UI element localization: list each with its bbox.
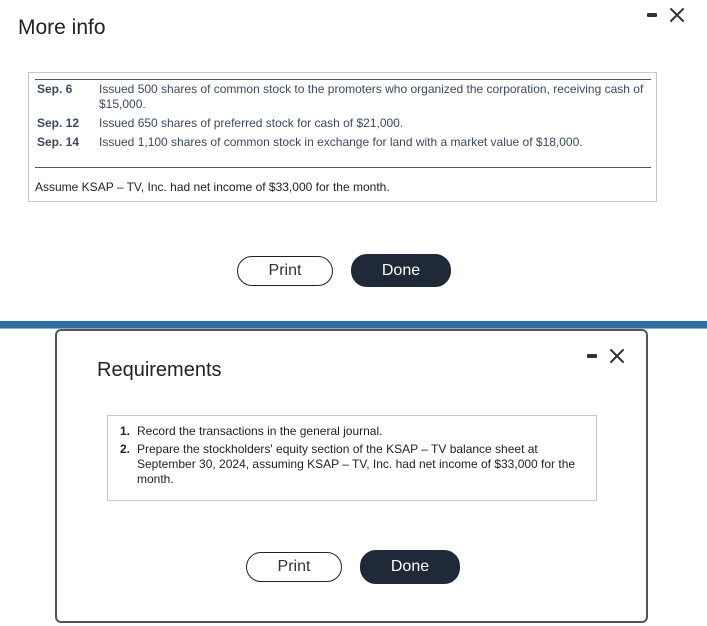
dialog-separator [0,321,707,329]
transaction-date: Sep. 12 [37,116,80,130]
net-income-assumption: Assume KSAP – TV, Inc. had net income of $33,000 for the month. [35,180,390,194]
transaction-row [35,114,651,133]
transactions-box [28,72,657,202]
print-button[interactable]: Print [237,256,333,286]
requirements-list [120,424,584,487]
done-button[interactable]: Done [351,254,451,287]
requirements-dialog [55,329,648,623]
requirement-number: 1. [120,424,131,438]
close-icon[interactable] [609,348,625,364]
table-bottom-rule [35,167,651,168]
requirement-text: Prepare the stockholders' equity section of the KSAP – TV balance sheet at September 30, 2024, assuming KSAP – TV, Inc. had net income of $33,000 for the month. [137,442,576,486]
transaction-date: Sep. 14 [37,135,80,149]
transaction-row [35,133,651,152]
transaction-description: Issued 500 shares of common stock to the promoters who organized the corporation, receiving cash of $15,000. [99,82,644,111]
transaction-description: Issued 650 shares of preferred stock for cash of $21,000. [99,116,404,130]
transaction-date: Sep. 6 [37,82,73,96]
list-item [120,442,584,487]
minimize-icon[interactable] [647,13,657,17]
more-info-title: More info [18,16,106,39]
requirements-box [107,415,597,501]
more-info-window-controls [647,7,685,23]
requirements-window-controls [587,348,625,364]
requirement-number: 2. [120,442,131,456]
print-button[interactable]: Print [246,552,342,582]
list-item [120,424,584,439]
transactions-table [35,79,651,152]
transaction-row [35,80,651,114]
requirements-title: Requirements [97,359,222,381]
transaction-description: Issued 1,100 shares of common stock in exchange for land with a market value of $18,000. [99,135,583,149]
requirement-text: Record the transactions in the general journal. [137,424,383,438]
done-button[interactable]: Done [360,550,460,584]
minimize-icon[interactable] [587,354,597,358]
close-icon[interactable] [669,7,685,23]
